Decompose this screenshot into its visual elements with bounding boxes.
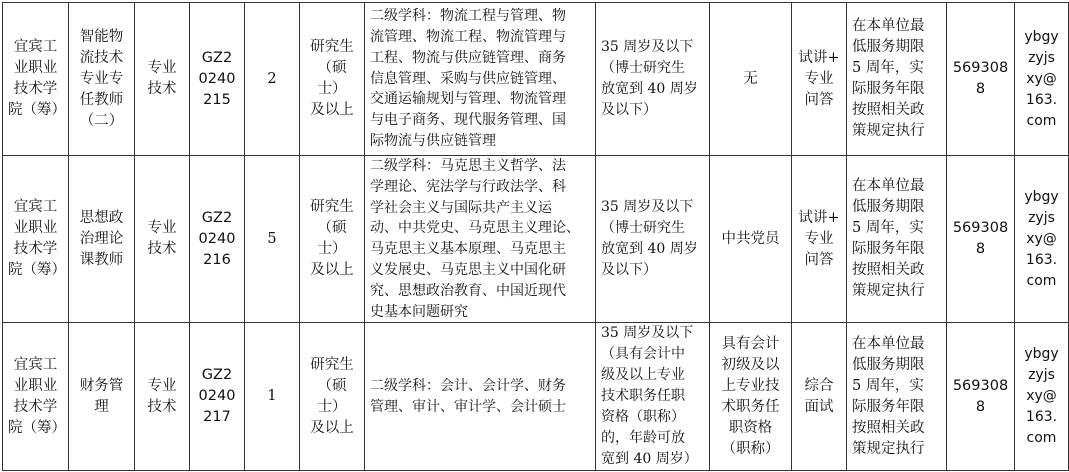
post-code-cell: GZ2 0240 215 — [190, 3, 245, 156]
table-row — [3, 3, 1069, 156]
discipline-cell: 二级学科：马克思主义哲学、法 学理论、宪法学与行政法学、科 学社会主义与国际共产主义运 动、中共党史、马克思主义理论、 马克思主义基本原理、马克思主 义发展史、马克思主义中国化研 究、思想政治教育、中国近现代 史基本问题研究 — [365, 156, 596, 323]
headcount-cell: 2 — [245, 3, 300, 156]
category-cell: 专业 技术 — [135, 3, 190, 156]
email-cell: ybgy zyjs xy@ 163. com — [1015, 156, 1069, 323]
age-cell: 35 周岁及以下 （博士研究生 放宽到 40 周岁 及以下） — [596, 3, 710, 156]
category-cell: 专业 技术 — [135, 323, 190, 471]
post-code-cell: GZ2 0240 217 — [190, 323, 245, 471]
headcount-cell: 1 — [245, 323, 300, 471]
exam-method-cell: 试讲+ 专业 问答 — [792, 156, 847, 323]
phone-cell: 569308 8 — [947, 323, 1015, 471]
service-period-cell: 在本单位最 低服务期限 5 周年，实 际服务年限 按照相关政 策规定执行 — [847, 3, 947, 156]
unit-cell: 宜宾工 业职业 技术学 院（筹） — [3, 3, 69, 156]
exam-method-cell: 综合 面试 — [792, 323, 847, 471]
age-cell: 35 周岁及以下 （具有会计中 级及以上专业 技术职务任职 资格（职称） 的，年龄可放 宽到 40 周岁） — [596, 323, 710, 471]
post-code-cell: GZ2 0240 216 — [190, 156, 245, 323]
unit-cell: 宜宾工 业职业 技术学 院（筹） — [3, 156, 69, 323]
post-cell: 财务管 理 — [69, 323, 135, 471]
other-requirement-cell: 中共党员 — [710, 156, 792, 323]
unit-cell: 宜宾工 业职业 技术学 院（筹） — [3, 323, 69, 471]
other-requirement-cell: 具有会计 初级及以 上专业技 术职务任 职资格 （职称） — [710, 323, 792, 471]
category-cell: 专业 技术 — [135, 156, 190, 323]
phone-cell: 569308 8 — [947, 156, 1015, 323]
recruitment-table — [2, 2, 1069, 471]
age-cell: 35 周岁及以下 （博士研究生 放宽到 40 周岁 及以下） — [596, 156, 710, 323]
table-row — [3, 156, 1069, 323]
phone-cell: 569308 8 — [947, 3, 1015, 156]
email-cell: ybgy zyjs xy@ 163. com — [1015, 323, 1069, 471]
post-cell: 思想政 治理论 课教师 — [69, 156, 135, 323]
other-requirement-cell: 无 — [710, 3, 792, 156]
discipline-cell: 二级学科：物流工程与管理、物 流管理、物流工程、物流管理与 工程、物流与供应链管理、商务 信息管理、采购与供应链管理、 交通运输规划与管理、物流管理 与电子商务、现代服务管理、国 际物流与供应链管理 — [365, 3, 596, 156]
email-cell: ybgy zyjs xy@ 163. com — [1015, 3, 1069, 156]
education-cell: 研究生 （硕士） 及以上 — [300, 3, 365, 156]
education-cell: 研究生 （硕士） 及以上 — [300, 323, 365, 471]
service-period-cell: 在本单位最 低服务期限 5 周年，实 际服务年限 按照相关政 策规定执行 — [847, 156, 947, 323]
table-row — [3, 323, 1069, 471]
post-cell: 智能物 流技术 专业专 任教师 （二） — [69, 3, 135, 156]
education-cell: 研究生 （硕士） 及以上 — [300, 156, 365, 323]
discipline-cell: 二级学科：会计、会计学、财务 管理、审计、审计学、会计硕士 — [365, 323, 596, 471]
service-period-cell: 在本单位最 低服务期限 5 周年，实 际服务年限 按照相关政 策规定执行 — [847, 323, 947, 471]
exam-method-cell: 试讲+ 专业 问答 — [792, 3, 847, 156]
headcount-cell: 5 — [245, 156, 300, 323]
